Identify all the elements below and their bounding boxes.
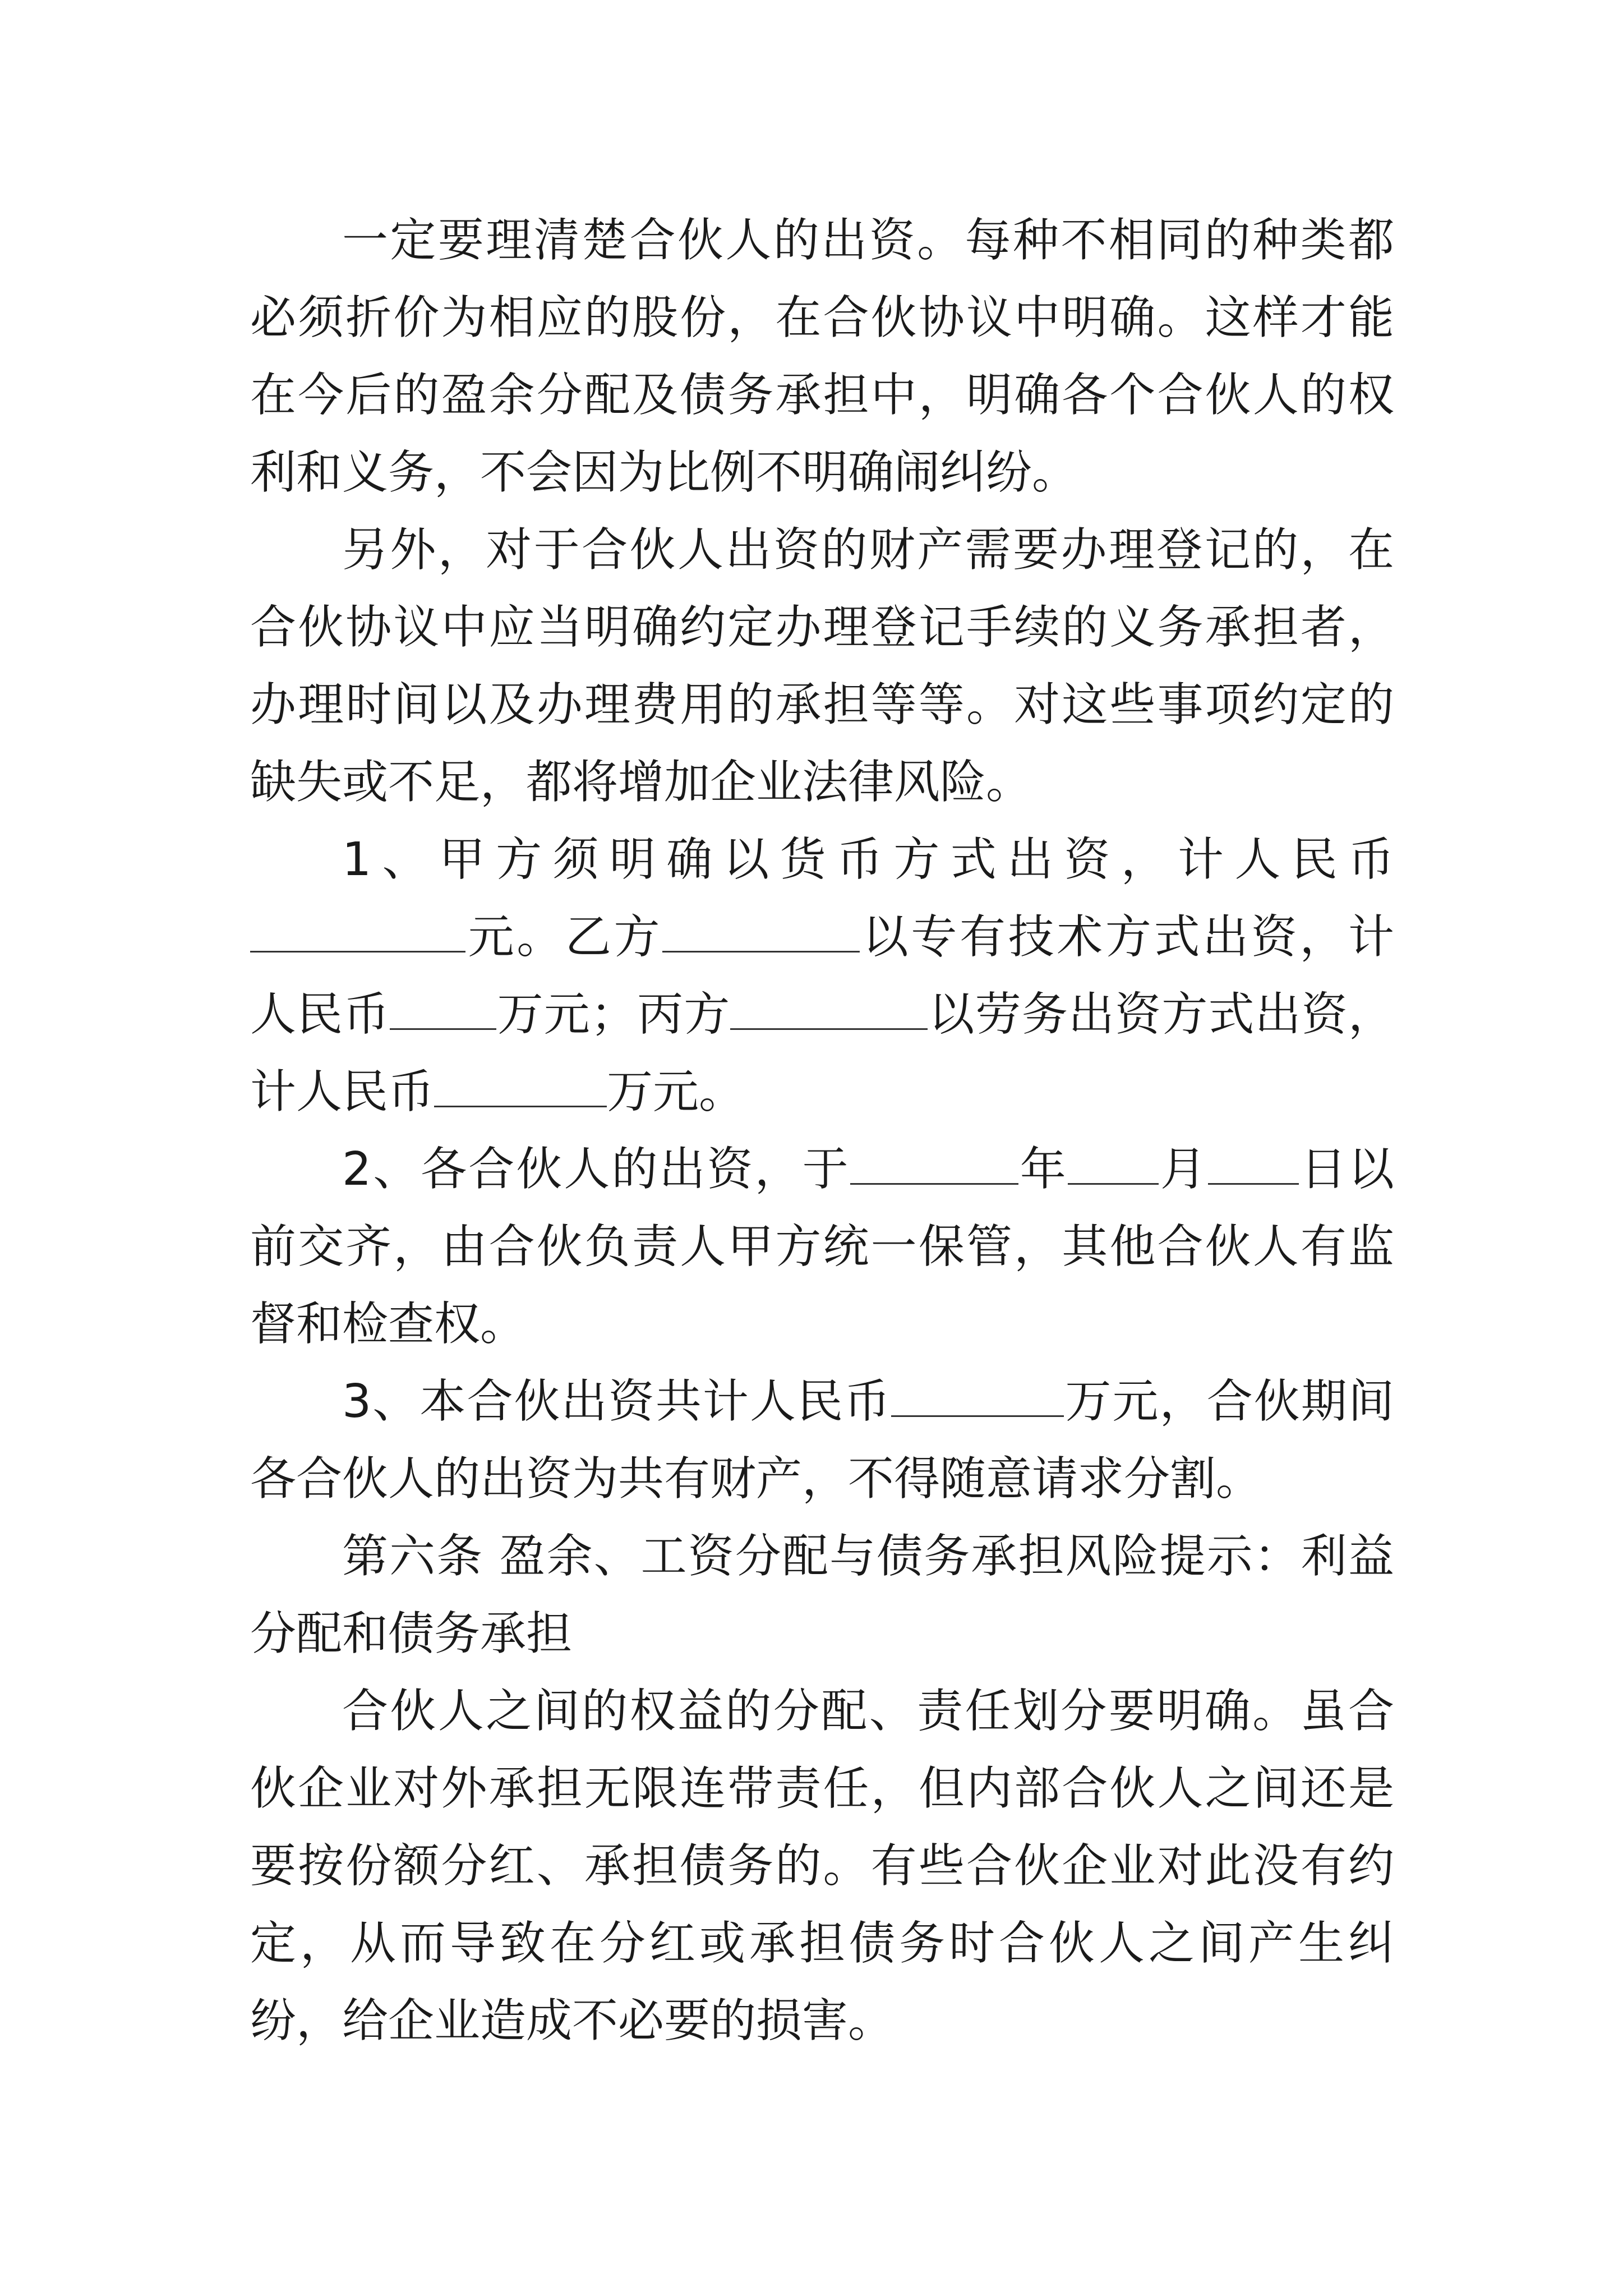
fill-blank-party-b-name[interactable]	[662, 909, 860, 953]
clause-2-text-month: 月	[1158, 1143, 1208, 1196]
paragraph-clause-2-deadline	[250, 1131, 1394, 1363]
paragraph-profit-debt-allocation: 合伙人之间的权益的分配、责任划分要明确。虽合伙企业对外承担无限连带责任，但内部合伙人之间还是要按份额分红、承担债务的。有些合伙企业对此没有约定，从而导致在分红或承担债务时合伙人之间产生纠纷，给企业造成不必要的损害。	[250, 1685, 1394, 2047]
clause-1-text-d: 万元；丙方	[496, 988, 731, 1041]
document-body	[250, 202, 1394, 2060]
paragraph-clause-1-contributions	[250, 821, 1394, 1131]
clause-2-text-b: 日以前交齐，由合伙负责人甲方统一保管，其他合伙人有监督和检查权。	[250, 1143, 1394, 1351]
clause-2-text-a: 2、各合伙人的出资，于	[342, 1143, 850, 1196]
clause-1-text-f: 万元。	[607, 1065, 745, 1119]
fill-blank-total-amount[interactable]	[891, 1374, 1064, 1417]
clause-1-text-b: 元。乙方	[465, 910, 663, 964]
clause-2-text-year: 年	[1018, 1143, 1068, 1196]
clause-3-text-b: 万元，合伙期间各合伙人的出资为共有财产，不得随意请求分割。	[250, 1375, 1394, 1506]
clause-1-text-e: 以劳务出资方式出资，计人民币	[250, 988, 1394, 1119]
paragraph-clause-3-total	[250, 1363, 1394, 1518]
fill-blank-year[interactable]	[850, 1142, 1018, 1185]
clause-3-text-a: 3、本合伙出资共计人民币	[342, 1375, 892, 1428]
fill-blank-party-a-amount[interactable]	[250, 909, 465, 953]
fill-blank-party-c-name[interactable]	[730, 987, 928, 1030]
clause-1-text-c: 以专有技术方式出资，计人民币	[250, 910, 1394, 1041]
fill-blank-day[interactable]	[1208, 1142, 1299, 1185]
paragraph-property-registration: 另外，对于合伙人出资的财产需要办理登记的，在合伙协议中应当明确约定办理登记手续的义务承担者，办理时间以及办理费用的承担等等。对这些事项约定的缺失或不足，都将增加企业法律风险。	[250, 523, 1394, 809]
article-6-heading: 第六条 盈余、工资分配与债务承担风险提示：利益分配和债务承担	[250, 1530, 1394, 1660]
clause-1-text-a: 1、甲方须明确以货币方式出资，计人民币	[342, 833, 1394, 886]
paragraph-capital-contribution-clarity: 一定要理清楚合伙人的出资。每种不相同的种类都必须折价为相应的股份，在合伙协议中明确。这样才能在今后的盈余分配及债务承担中，明确各个合伙人的权利和义务，不会因为比例不明确闹纠纷。	[250, 214, 1394, 499]
fill-blank-party-b-amount[interactable]	[390, 987, 496, 1030]
fill-blank-party-c-amount[interactable]	[434, 1064, 607, 1107]
fill-blank-month[interactable]	[1068, 1142, 1159, 1185]
